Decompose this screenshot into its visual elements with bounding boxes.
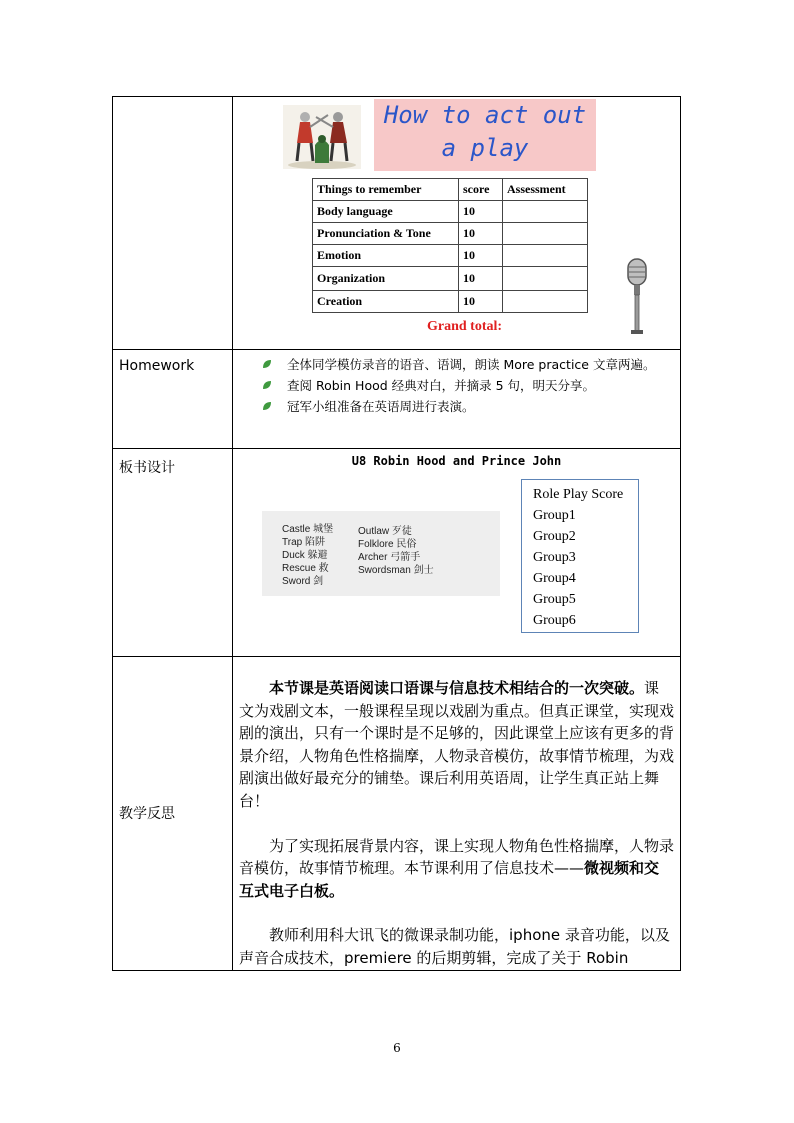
rubric-assessment [503,267,588,291]
group-label: Group2 [533,529,576,544]
rubric-score: 10 [459,245,503,267]
group-label: Group1 [533,508,576,523]
vocab-word: Castle 城堡 [282,524,334,535]
rubric-score: 10 [459,223,503,245]
board-content-cell [233,449,681,657]
activity-content-cell [233,97,681,350]
reflection-paragraph [239,835,674,903]
act-out-title [374,99,596,171]
title-line-1: How to act out [383,101,587,129]
rubric-header: score [459,179,503,201]
rubric-score: 10 [459,291,503,313]
vocabulary-panel [262,511,500,596]
rubric-header: Things to remember [313,179,459,201]
vocab-word: Rescue 救 [282,563,329,574]
rubric-item: Body language [313,201,459,223]
homework-label-cell [113,350,233,449]
grand-total-label: Grand total: [427,319,503,334]
vocab-word: Trap 陷阱 [282,537,325,548]
board-label-cell [113,449,233,657]
rubric-row [313,245,588,267]
rubric-row [313,291,588,313]
rubric-header-row [313,179,588,201]
vocab-column-right [358,525,434,577]
reflection-paragraph [239,677,674,813]
vocab-word: Swordsman 剑士 [358,565,434,576]
vocab-column-left [282,523,333,588]
vocab-word: Archer 弓箭手 [358,552,421,563]
reflection-label: 教学反思 [119,806,175,823]
homework-list [233,350,680,417]
homework-item-text: 全体同学模仿录音的语音、语调，朗读 More practice 文章两遍。 [287,357,656,372]
list-item [261,354,674,375]
rubric-score: 10 [459,201,503,223]
rubric-row [313,267,588,291]
leaf-bullet-icon [261,400,273,412]
rubric-assessment [503,201,588,223]
homework-item-text: 冠军小组准备在英语周进行表演。 [287,399,475,414]
rubric-item: Emotion [313,245,459,267]
rubric-item: Creation [313,291,459,313]
title-line-2: a play [441,134,529,162]
reflection-body-text: 为了实现拓展背景内容，课上实现人物角色性格揣摩，人物录音模仿，故事情节梳理。本节课利用了信息技术—— [239,836,675,878]
rubric-assessment [503,245,588,267]
vocab-word: Duck 躲避 [282,550,328,561]
reflection-paragraph [239,924,674,969]
reflection-body-text: 教师利用科大讯飞的微课录制功能，iphone 录音功能，以及声音合成技术，premiere 的后期剪辑，完成了关于 Robin [239,926,670,967]
reflection-bold-text: 本节课是英语阅读口语课与信息技术相结合的一次突破。 [269,679,645,697]
reflection-bold-text: 微视频和交互式电子白板。 [239,859,660,900]
rubric-item: Organization [313,267,459,291]
rubric-assessment [503,291,588,313]
list-item [261,396,674,417]
group-label: Group3 [533,550,576,565]
leaf-bullet-icon [261,379,273,391]
rubric-assessment [503,223,588,245]
homework-content-cell [233,350,681,449]
vocab-word: Folklore 民俗 [358,539,417,550]
role-play-score-box [521,479,639,633]
reflection-body-text: 课文为戏剧文本，一般课程呈现以戏剧为重点。但真正课堂，实现戏剧的演出，只有一个课时是不足够的，因此课堂上应该有更多的背景介绍，人物角色性格揣摩，人物录音模仿，故事情节梳理，为戏剧演出做好最充分的铺垫。课后利用英语周，让学生真正站上舞台！ [239,679,675,810]
board-title: U8 Robin Hood and Prince John [351,454,562,468]
lesson-plan-table [112,96,681,971]
microphone-icon [623,257,651,335]
vocab-word: Sword 剑 [282,576,324,587]
score-box-title: Role Play Score [533,487,624,502]
group-label: Group6 [533,613,576,628]
assessment-rubric [312,178,588,313]
rubric-header: Assessment [503,179,588,201]
group-label: Group4 [533,571,576,586]
vocab-word: Outlaw 歹徒 [358,526,412,537]
reflection-content-cell [233,657,681,971]
homework-row [113,350,681,449]
rubric-row [313,223,588,245]
activity-row [113,97,681,350]
rubric-row [313,201,588,223]
reflection-text [233,657,680,970]
reflection-label-cell [113,657,233,971]
activity-label-cell [113,97,233,350]
page-number: 6 [393,1041,401,1055]
reflection-row [113,657,681,971]
homework-item-text: 查阅 Robin Hood 经典对白，并摘录 5 句，明天分享。 [287,378,596,393]
rubric-item: Pronunciation & Tone [313,223,459,245]
homework-label: Homework [119,358,195,374]
group-label: Group5 [533,592,576,607]
knights-illustration [283,105,361,169]
board-label: 板书设计 [119,460,175,476]
leaf-bullet-icon [261,358,273,370]
list-item [261,375,674,396]
rubric-score: 10 [459,267,503,291]
board-design-row [113,449,681,657]
